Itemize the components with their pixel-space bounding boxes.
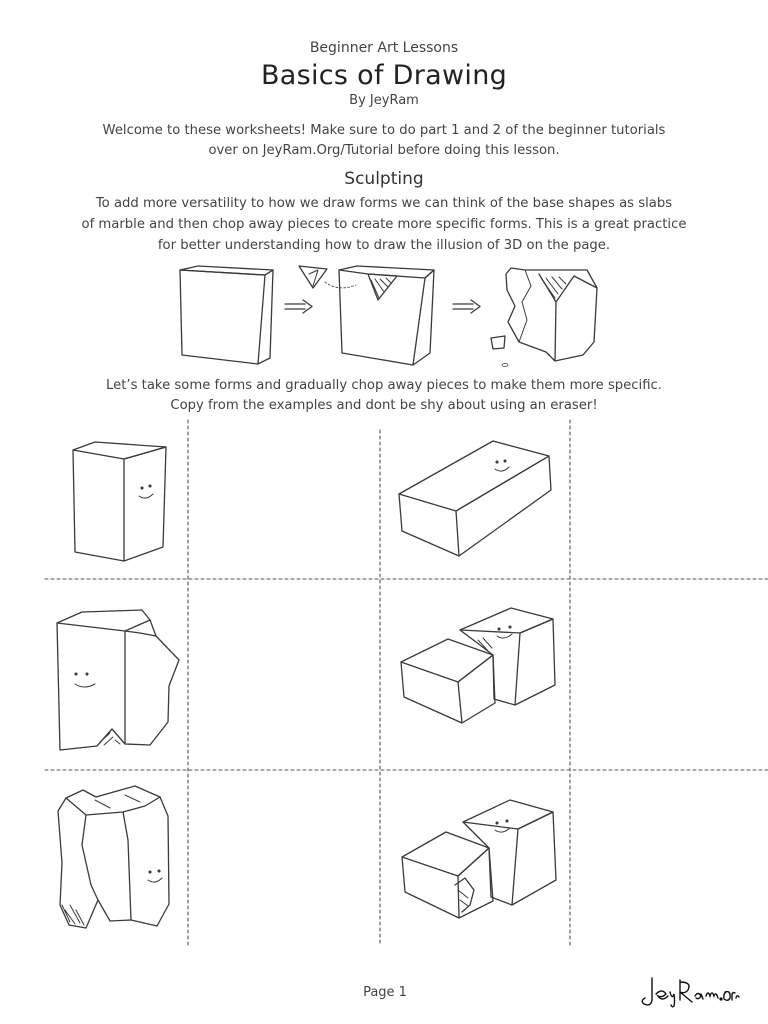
demo-arrow-1 [285,300,312,313]
page-title: Basics of Drawing [260,60,508,91]
example-chipped-tall-box [57,610,179,750]
demo-box-sculpted [491,268,597,367]
example-split-box [401,608,555,723]
example-flat-box [399,441,551,556]
instructions-line-1: Let’s take some forms and gradually chop away pieces to make them more specific. [106,378,662,393]
instructions-line-2: Copy from the examples and dont be shy about using an eraser! [170,398,598,413]
example-sculpted-tall-form [58,786,169,928]
grid-dividers [45,420,768,945]
demo-chip-piece [299,266,356,288]
lesson-series-label: Beginner Art Lessons [309,40,459,56]
description-line-1: To add more versatility to how we draw forms we can think of the base shapes as slabs [95,196,673,211]
description-line-2: of marble and then chop away pieces to create more specific forms. This is a great practice [81,217,687,232]
example-sculpted-split-box [402,800,556,918]
description-line-3: for better understanding how to draw the illusion of 3D on the page. [157,238,611,253]
intro-line-2: over on JeyRam.Org/Tutorial before doing this lesson. [208,143,560,158]
demo-box-chipped [339,266,434,365]
example-tall-box [73,442,166,561]
section-heading: Sculpting [344,169,424,189]
author-byline: By JeyRam [349,93,419,108]
intro-line-1: Welcome to these worksheets! Make sure to do part 1 and 2 of the beginner tutorials [102,123,666,138]
demo-box-plain [180,266,273,364]
demo-arrow-2 [453,300,480,313]
jeyram-logo[interactable] [640,972,740,1016]
page-number: Page 1 [363,985,407,1000]
